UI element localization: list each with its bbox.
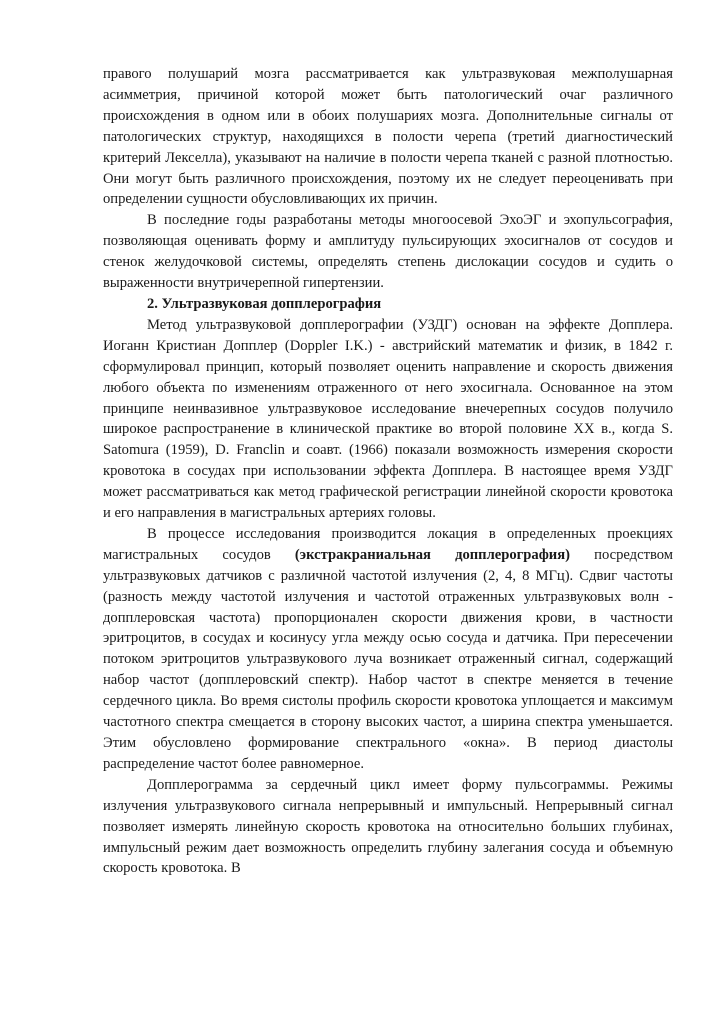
paragraph-1: правого полушарий мозга рассматривается как ультразвуковая межполушарная асимметрия, причиной которой может быть патологический очаг различного происхождения в одном или в обоих полушариях мозга. Дополнительные сигналы от патологических структур, находящихся в полости черепа (третий диагностический критерий Лекселла), указывают на наличие в полости черепа тканей с разной плотностью. Они могут быть различного происхождения, поэтому их не следует переоценивать при определении сущности обусловливающих их причин. xyxy=(103,66,673,208)
paragraph-4-end: посредством ультразвуковых датчиков с различной частотой излучения (2, 4, 8 МГц). Сдвиг частоты (разность между частотой излучения и частотой отраженных ультразвуковых волн - допплеровская частота) пропорционален скорости движения крови, в частности эритроцитов, в сосудах и косинусу угла между осью сосуда и датчика. При пересечении потоком эритроцитов ультразвукового луча возникает отраженный сигнал, содержащий набор частот (допплеровский спектр). Набор частот в спектре меняется в течение сердечного цикла. Во время систолы профиль скорости кровотока уплощается и максимум частотного спектра смещается в сторону высоких частот, а ширина спектра уменьшается. Этим обусловлено формирование спектрального «окна». В период диастолы распределение частот более равномерное. xyxy=(103,546,673,772)
paragraph-3: Метод ультразвуковой допплерографии (УЗДГ) основан на эффекте Допплера. Иоганн Кристиан Допплер (Doppler I.K.) - австрийский математик и физик, в 1842 г. сформулировал принцип, который позволяет оценить направление и скорость движения любого объекта по изменениям отраженного от него эхосигнала. Основанное на этом принципе неинвазивное ультразвуковое исследование внечерепных сосудов получило широкое распространение в клинической практике во второй половине XX в., когда S. Satomura (1959), D. Franclin и соавт. (1966) показали возможность измерения скорости кровотока в сосудах при использовании эффекта Допплера. В настоящее время УЗДГ может рассматриваться как метод графической регистрации линейной скорости кровотока и его направления в магистральных артериях головы. xyxy=(103,316,673,522)
paragraph-2: В последние годы разработаны методы многоосевой ЭхоЭГ и эхопульсография, позволяющая оценивать форму и амплитуду пульсирующих эхосигналов от сосудов и стенок желудочковой системы, определять степень дислокации сосудов и судить о выраженности внутричерепной гипертензии. xyxy=(103,212,673,292)
document-page xyxy=(103,64,673,879)
paragraph-4-start: В процессе исследования производится локация в определенных проекциях магистральных сосудов xyxy=(103,525,673,563)
paragraph-5: Допплерограмма за сердечный цикл имеет форму пульсограммы. Режимы излучения ультразвукового сигнала непрерывный и импульсный. Непрерывный сигнал позволяет измерять линейную скорость кровотока на относительно больших глубинах, импульсный режим дает возможность определить глубину залегания сосуда и объемную скорость кровотока. В xyxy=(103,776,673,877)
paragraph-4-bold-term: (экстракраниальная допплерография) xyxy=(294,546,570,563)
paragraph-4 xyxy=(103,524,673,775)
section-heading: 2. Ультразвуковая допплерография xyxy=(147,295,382,312)
